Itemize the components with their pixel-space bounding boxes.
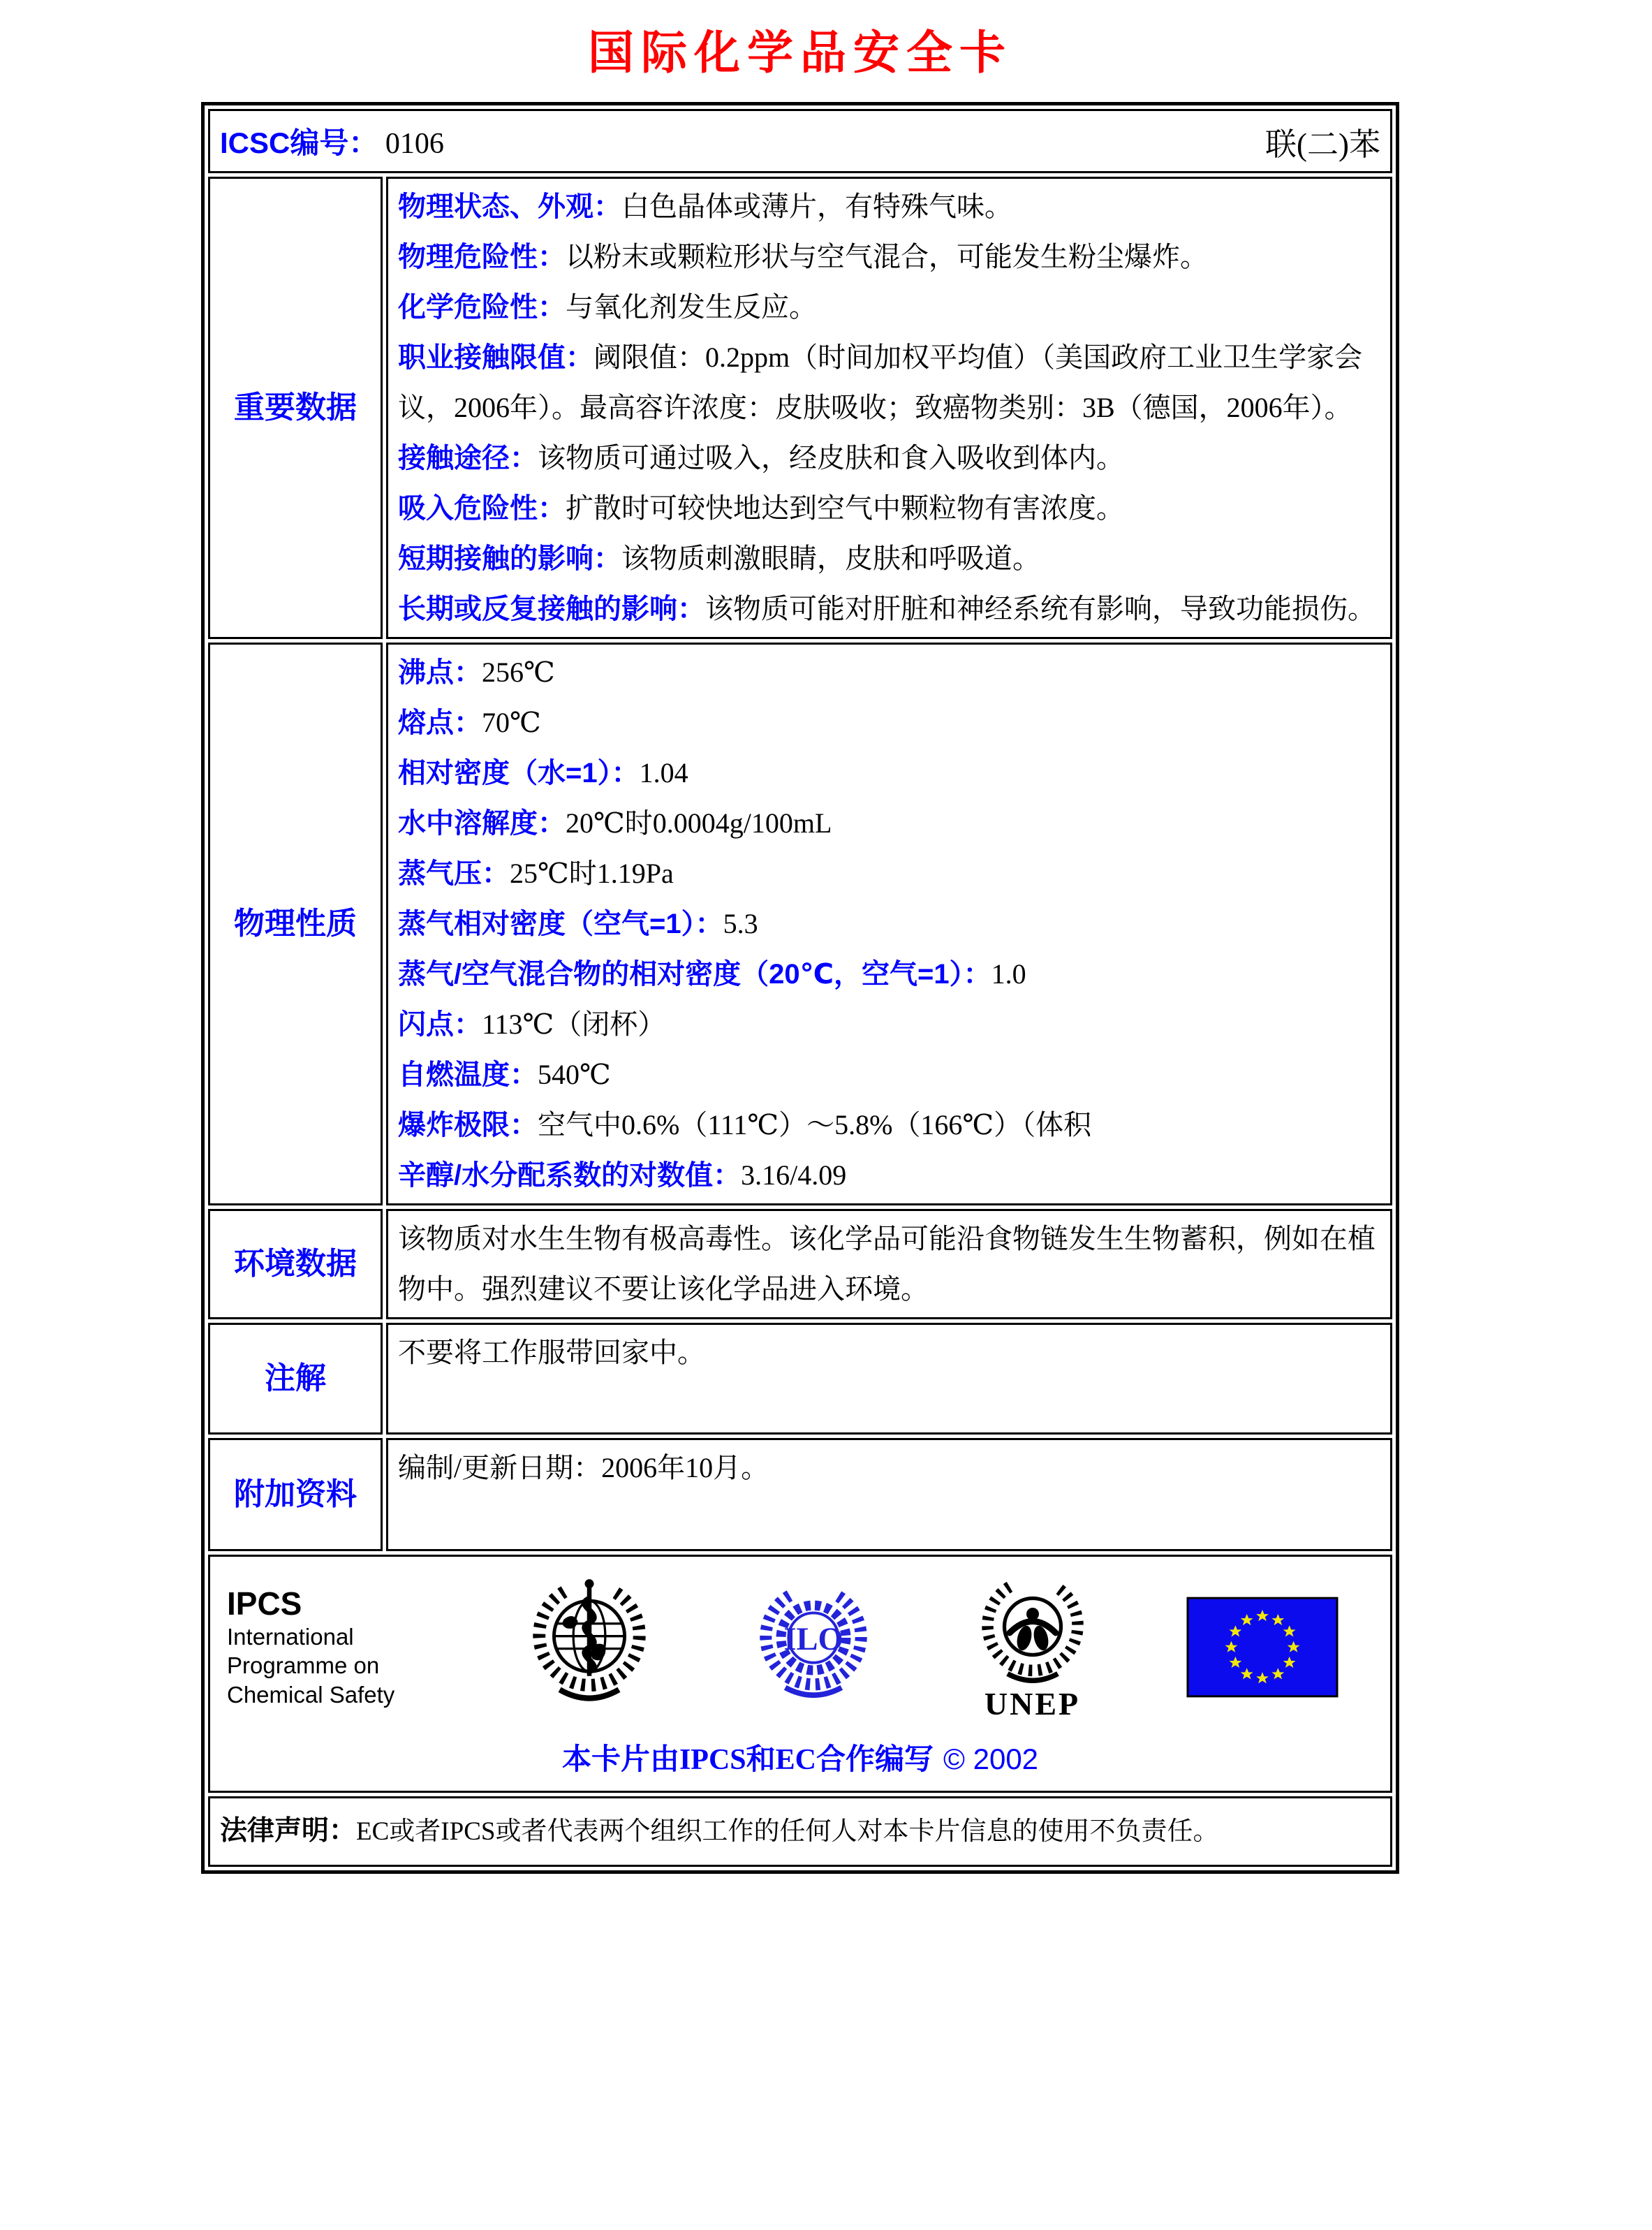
entry-boiling-point bbox=[398, 647, 1380, 698]
entry-occupational-limits bbox=[398, 332, 1380, 433]
entry-label: 物理状态、外观： bbox=[398, 191, 621, 222]
entry-label: 职业接触限值： bbox=[398, 342, 593, 373]
entry-vapor-air-mixture-density bbox=[398, 949, 1380, 999]
ilo-logo bbox=[748, 1579, 878, 1716]
environmental-data-row bbox=[208, 1209, 1392, 1319]
legal-cell bbox=[208, 1796, 1392, 1867]
entry-text: 540℃ bbox=[538, 1059, 611, 1090]
entry-label: 蒸气相对密度（空气=1）： bbox=[398, 909, 723, 939]
page-title: 国际化学品安全卡 bbox=[588, 28, 1012, 79]
entry-text: 256℃ bbox=[482, 656, 555, 688]
entry-exposure-routes bbox=[398, 433, 1380, 483]
unep-label: UNEP bbox=[984, 1686, 1081, 1722]
entry-physical-hazard bbox=[398, 232, 1380, 282]
notes-content bbox=[386, 1323, 1392, 1435]
entry-label: 爆炸极限： bbox=[398, 1110, 538, 1140]
icsc-number-label: ICSC编号： bbox=[220, 126, 378, 159]
entry-physical-state bbox=[398, 182, 1380, 232]
important-data-row bbox=[208, 177, 1392, 639]
ipcs-full-name: International Programme on Chemical Safety bbox=[227, 1624, 395, 1708]
entry-text: 1.04 bbox=[639, 757, 688, 788]
legal-text: EC或者IPCS或者代表两个组织工作的任何人对本卡片信息的使用不负责任。 bbox=[356, 1817, 1219, 1846]
entry-text: 以粉末或颗粒形状与空气混合，可能发生粉尘爆炸。 bbox=[566, 241, 1208, 272]
entry-label: 相对密度（水=1）： bbox=[398, 758, 640, 788]
entry-text: 3.16/4.09 bbox=[741, 1159, 847, 1191]
ilo-letters: ILO bbox=[783, 1621, 843, 1657]
entry-label: 自燃温度： bbox=[398, 1059, 538, 1090]
section-label-physical-properties: 物理性质 bbox=[208, 643, 383, 1205]
entry-text: 该物质可能对肝脏和神经系统有影响，导致功能损伤。 bbox=[705, 593, 1376, 624]
entry-label: 物理危险性： bbox=[398, 242, 566, 272]
entry-label: 化学危险性： bbox=[398, 292, 566, 323]
entry-label: 熔点： bbox=[398, 707, 482, 738]
entry-flash-point bbox=[398, 999, 1380, 1050]
entry-label: 长期或反复接触的影响： bbox=[398, 594, 705, 624]
entry-text: 扩散时可较快地达到空气中颗粒物有害浓度。 bbox=[566, 492, 1124, 524]
entry-text: 70℃ bbox=[482, 707, 541, 738]
physical-properties-row bbox=[208, 643, 1392, 1205]
environmental-data-content bbox=[386, 1209, 1392, 1319]
entry-partition-coefficient bbox=[398, 1150, 1380, 1201]
entry-water-solubility bbox=[398, 798, 1380, 849]
entry-short-term-effects bbox=[398, 534, 1380, 584]
legal-label: 法律声明： bbox=[220, 1816, 357, 1846]
ipcs-acronym: IPCS bbox=[227, 1585, 302, 1622]
important-data-content bbox=[386, 177, 1392, 639]
ipcs-logo bbox=[227, 1585, 429, 1709]
entry-text: 空气中0.6%（111℃）～5.8%（166℃）（体积 bbox=[538, 1109, 1092, 1140]
entry-text: 与氧化剂发生反应。 bbox=[566, 291, 817, 323]
notes-text: 不要将工作服带回家中。 bbox=[398, 1337, 705, 1368]
section-label-additional-info: 附加资料 bbox=[208, 1438, 383, 1551]
icsc-number-group bbox=[220, 120, 444, 162]
legal-notice bbox=[220, 1801, 1380, 1862]
entry-label: 蒸气/空气混合物的相对密度（20℃，空气=1）： bbox=[398, 959, 991, 990]
chemical-name: 联(二)苯 bbox=[1265, 126, 1380, 162]
entry-text: 5.3 bbox=[723, 908, 758, 939]
section-label-environmental-data: 环境数据 bbox=[208, 1209, 383, 1319]
entry-text: 20℃时0.0004g/100mL bbox=[566, 807, 832, 839]
entry-text: 25℃时1.19Pa bbox=[510, 858, 674, 889]
entry-label: 辛醇/水分配系数的对数值： bbox=[398, 1160, 742, 1191]
logo-row bbox=[220, 1560, 1380, 1722]
additional-info-text: 编制/更新日期：2006年10月。 bbox=[398, 1452, 769, 1483]
entry-text: 该物质可通过吸入，经皮肤和食入吸收到体内。 bbox=[538, 442, 1124, 474]
card-caption bbox=[220, 1736, 1380, 1778]
header-cell bbox=[208, 109, 1392, 173]
entry-label: 蒸气压： bbox=[398, 858, 510, 889]
entry-chemical-hazard bbox=[398, 282, 1380, 332]
entry-vapor-pressure bbox=[398, 849, 1380, 899]
entry-explosive-limits bbox=[398, 1100, 1380, 1150]
icsc-card-table bbox=[201, 102, 1399, 1874]
entry-label: 水中溶解度： bbox=[398, 808, 566, 839]
entry-inhalation-risk bbox=[398, 483, 1380, 534]
entry-label: 吸入危险性： bbox=[398, 493, 566, 524]
section-label-important-data: 重要数据 bbox=[208, 177, 383, 639]
section-label-notes: 注解 bbox=[208, 1323, 383, 1435]
who-logo bbox=[521, 1574, 658, 1722]
entry-melting-point bbox=[398, 698, 1380, 748]
entry-label: 闪点： bbox=[398, 1009, 482, 1040]
physical-properties-content bbox=[386, 643, 1392, 1205]
copyright-text: © 2002 bbox=[943, 1743, 1039, 1775]
legal-row bbox=[208, 1796, 1392, 1867]
logos-cell bbox=[208, 1555, 1392, 1793]
entry-text: 白色晶体或薄片，有特殊气味。 bbox=[621, 191, 1012, 222]
entry-long-term-effects bbox=[398, 584, 1380, 634]
logos-row bbox=[208, 1555, 1392, 1793]
card-header bbox=[220, 114, 1380, 168]
environmental-data-text: 该物质对水生生物有极高毒性。该化学品可能沿食物链发生生物蓄积，例如在植物中。强烈建议不要让该化学品进入环境。 bbox=[398, 1223, 1376, 1305]
entry-text: 1.0 bbox=[991, 958, 1026, 990]
eu-flag bbox=[1186, 1597, 1338, 1698]
entry-autoignition-temperature bbox=[398, 1050, 1380, 1100]
entry-relative-density bbox=[398, 748, 1380, 798]
entry-text: 113℃（闭杯） bbox=[482, 1008, 666, 1040]
header-row bbox=[208, 109, 1392, 173]
entry-label: 沸点： bbox=[398, 657, 482, 688]
entry-vapor-density bbox=[398, 899, 1380, 949]
entry-text: 该物质刺激眼睛，皮肤和呼吸道。 bbox=[621, 543, 1040, 574]
notes-row bbox=[208, 1323, 1392, 1435]
additional-info-content bbox=[386, 1438, 1392, 1551]
entry-label: 接触途径： bbox=[398, 443, 538, 474]
caption-text: 本卡片由IPCS和EC合作编写 bbox=[561, 1744, 934, 1776]
additional-info-row bbox=[208, 1438, 1392, 1551]
unep-logo bbox=[970, 1572, 1096, 1722]
entry-label: 短期接触的影响： bbox=[398, 543, 621, 574]
entry-text: 阈限值：0.2ppm（时间加权平均值）（美国政府工业卫生学家会议，2006年）。最高容许浓度：皮肤吸收；致癌物类别：3B（德国，2006年）。 bbox=[398, 342, 1363, 423]
icsc-number-value: 0106 bbox=[385, 128, 444, 160]
